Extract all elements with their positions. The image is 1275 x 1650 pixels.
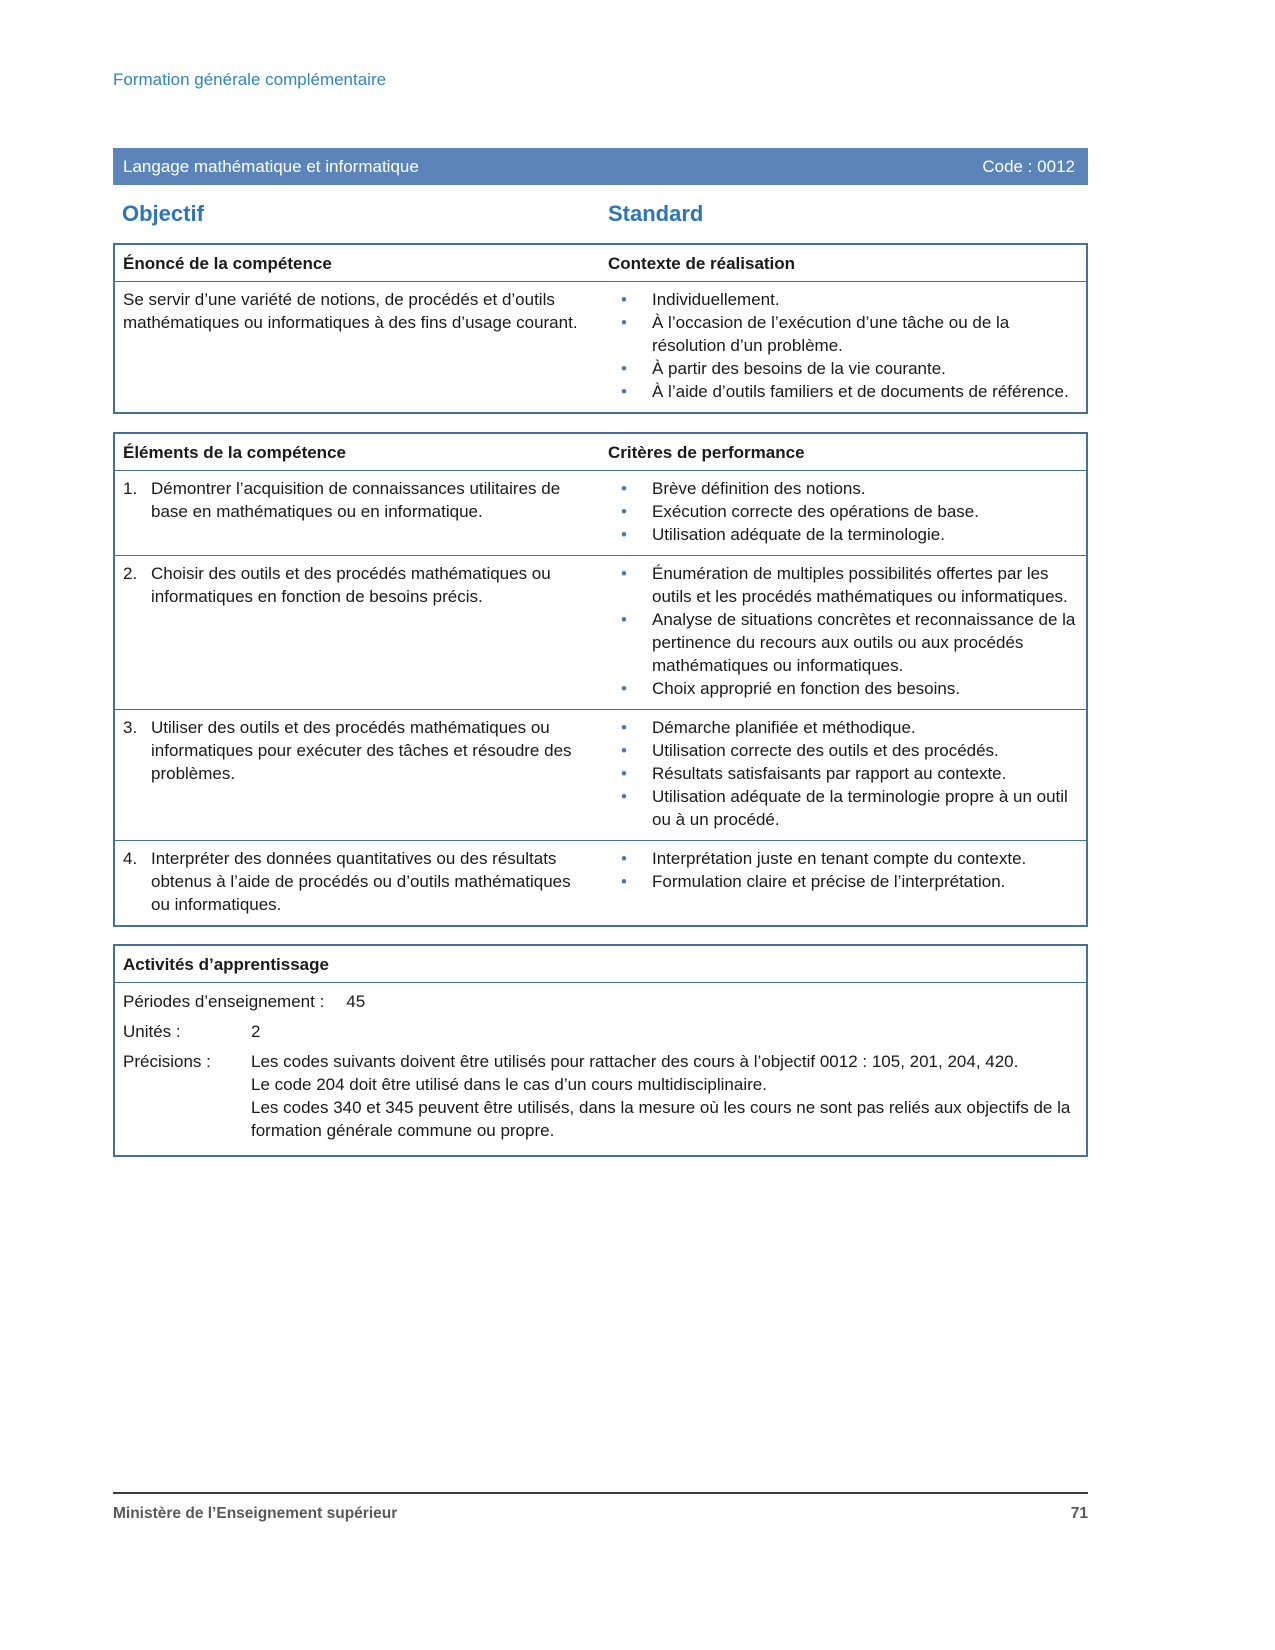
- activities-table: [113, 944, 1088, 1157]
- elements-table: [113, 432, 1088, 927]
- table-row: [115, 471, 1086, 555]
- precision-paragraph: Le code 204 doit être utilisé dans le cas d’un cours multidisciplinaire.: [251, 1075, 767, 1094]
- bullet-item: • Brève définition des notions.: [608, 477, 1078, 500]
- element-text: Interpréter des données quantitatives ou des résultats obtenus à l’aide de procédés ou d’outils mathématiques ou informatiques.: [151, 849, 571, 914]
- course-title: Langage mathématique et informatique: [123, 157, 419, 176]
- units-value: 2: [251, 1022, 261, 1041]
- competence-header-left: Énoncé de la compétence: [123, 254, 332, 273]
- section-label: Formation générale complémentaire: [113, 70, 387, 89]
- bullet-item: • Énumération de multiples possibilités offertes par les outils et les procédés mathématiques ou informatiques.: [608, 562, 1078, 608]
- bullet-item: • Résultats satisfaisants par rapport au contexte.: [608, 762, 1078, 785]
- bullet-item: • Utilisation adéquate de la terminologie.: [608, 523, 1078, 546]
- course-title-bar: [113, 148, 1088, 185]
- criteria-bullet-list: [608, 716, 1078, 831]
- units-label: Unités :: [123, 1022, 181, 1041]
- activities-body: [115, 983, 1086, 1155]
- item-number: 3.: [123, 718, 138, 737]
- item-number: 4.: [123, 849, 138, 868]
- page-footer: [113, 1492, 1088, 1525]
- elements-header-left: Éléments de la compétence: [123, 443, 346, 462]
- bullet-item: • Formulation claire et précise de l’interprétation.: [608, 870, 1078, 893]
- precision-paragraph: Les codes 340 et 345 peuvent être utilisés, dans la mesure où les cours ne sont pas reliés aux objectifs de la formation générale commune ou propre.: [251, 1098, 1071, 1140]
- bullet-item: • À partir des besoins de la vie courante.: [608, 357, 1078, 380]
- periods-value: 45: [346, 992, 366, 1011]
- criteria-bullet-list: [608, 847, 1078, 893]
- units-row: [123, 1020, 1078, 1043]
- criteria-bullet-list: [608, 562, 1078, 700]
- criteria-bullet-list: [608, 477, 1078, 546]
- element-text: Utiliser des outils et des procédés mathématiques ou informatiques pour exécuter des tâches et résoudre des problèmes.: [151, 718, 572, 783]
- table-row: [115, 840, 1086, 925]
- bullet-item: • Analyse de situations concrètes et reconnaissance de la pertinence du recours aux outils ou aux procédés mathématiques ou informatiques.: [608, 608, 1078, 677]
- periods-label: Périodes d’enseignement :: [123, 992, 325, 1011]
- page-content: [113, 0, 1088, 1157]
- activities-header: Activités d’apprentissage: [115, 946, 1086, 983]
- precisions-value: [251, 1050, 1078, 1142]
- bullet-item: • À l’aide d’outils familiers et de documents de référence.: [608, 380, 1078, 403]
- bullet-item: • À l’occasion de l’exécution d’une tâche ou de la résolution d’un problème.: [608, 311, 1078, 357]
- table-row: [115, 709, 1086, 840]
- bullet-item: • Individuellement.: [608, 288, 1078, 311]
- elements-table-header: [115, 434, 1086, 471]
- bullet-item: • Choix approprié en fonction des besoins.: [608, 677, 1078, 700]
- precision-paragraph: Les codes suivants doivent être utilisés pour rattacher des cours à l’objectif 0012 : 105, 201, 204, 420.: [251, 1052, 1019, 1071]
- item-number: 2.: [123, 564, 138, 583]
- bullet-item: • Utilisation adéquate de la terminologie propre à un outil ou à un procédé.: [608, 785, 1078, 831]
- competence-header-right: Contexte de réalisation: [608, 254, 796, 273]
- precisions-row: [123, 1050, 1078, 1142]
- competence-table: [113, 243, 1088, 414]
- competence-table-body: [115, 282, 1086, 412]
- table-row: [115, 555, 1086, 709]
- footer-ministry: Ministère de l’Enseignement supérieur: [113, 1505, 398, 1522]
- item-number: 1.: [123, 479, 138, 498]
- periods-row: [123, 990, 1078, 1013]
- bullet-item: • Interprétation juste en tenant compte du contexte.: [608, 847, 1078, 870]
- precisions-label: Précisions :: [123, 1052, 211, 1071]
- footer-page-number: 71: [1070, 1505, 1088, 1522]
- bullet-item: • Exécution correcte des opérations de base.: [608, 500, 1078, 523]
- element-text: Démontrer l’acquisition de connaissances utilitaires de base en mathématiques ou en informatique.: [151, 479, 561, 521]
- standard-heading: Standard: [608, 201, 704, 226]
- context-bullet-list: [608, 288, 1078, 403]
- competence-statement: Se servir d’une variété de notions, de procédés et d’outils mathématiques ou informatiques à des fins d’usage courant.: [123, 290, 578, 332]
- column-headings: [113, 200, 1088, 228]
- competence-table-header: [115, 245, 1086, 282]
- course-code: Code : 0012: [982, 157, 1075, 176]
- elements-header-right: Critères de performance: [608, 443, 805, 462]
- element-text: Choisir des outils et des procédés mathématiques ou informatiques en fonction de besoins précis.: [151, 564, 551, 606]
- bullet-item: • Utilisation correcte des outils et des procédés.: [608, 739, 1078, 762]
- bullet-item: • Démarche planifiée et méthodique.: [608, 716, 1078, 739]
- objectif-heading: Objectif: [122, 201, 204, 226]
